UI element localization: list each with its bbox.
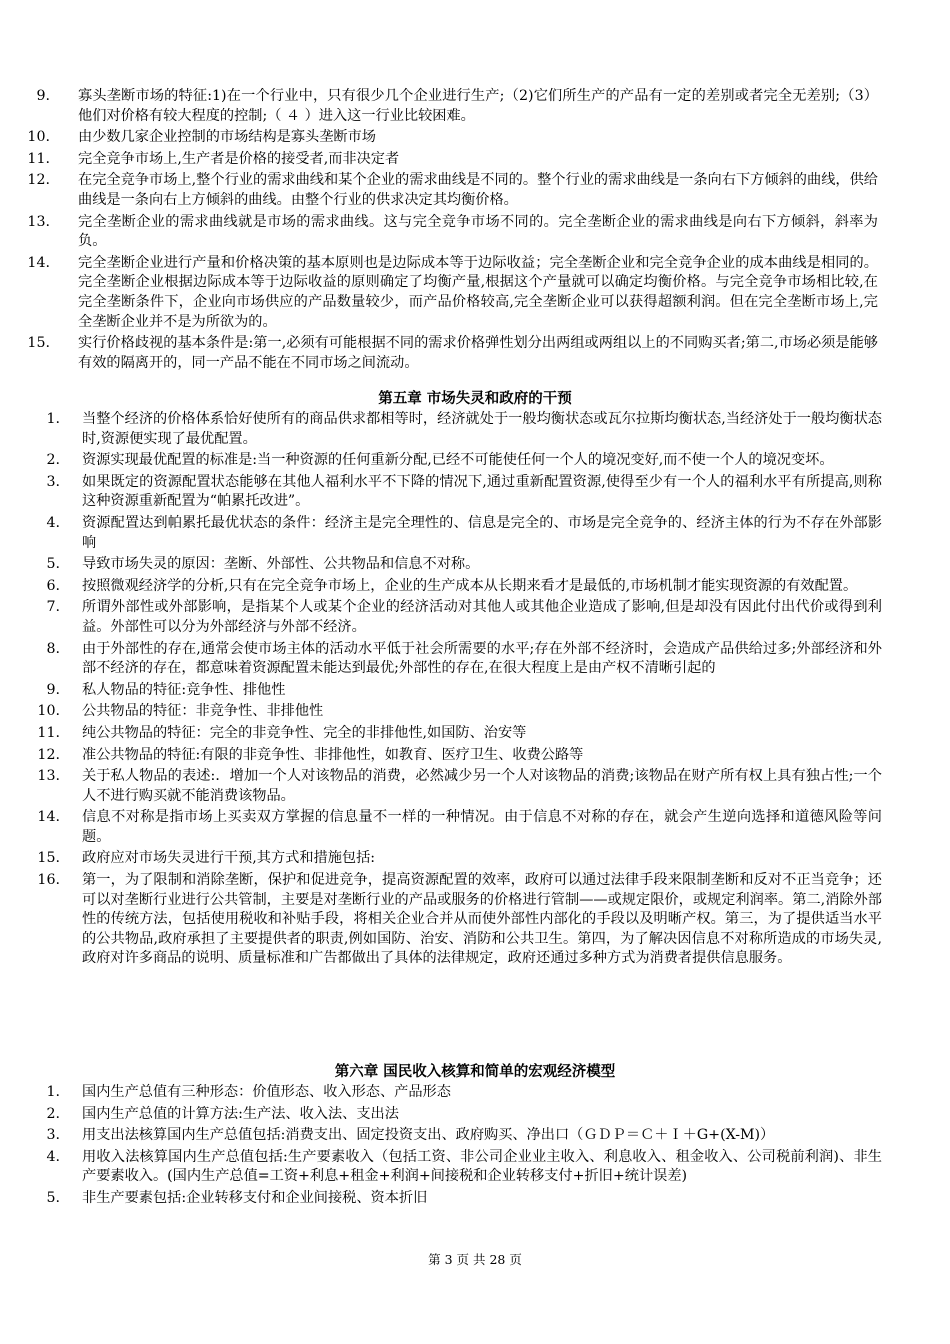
item-text: 第一，为了限制和消除垄断，保护和促进竞争，提高资源配置的效率，政府可以通过法律手段来限制垄断和反对不正当竞争；还可以对垄断行业进行公共管制，主要是对垄断行业的产品或服务的价格进行管制——或规定限价，或规定利润率。第二,消除外部性的传统方法，包括使用税收和补贴手段，将相关企业合并从而使外部性内部化的手段以及明晰产权。第三，为了提供适当水平的公共物品,政府承担了主要提供者的职责,例如国防、治安、消防和公共卫生。第四，为了解决因信息不对称所造成的市场失灵,政府对许多商品的说明、质量标准和广告都做出了具体的法律规定，政府还通过多种方式为消费者提供信息服务。: [82, 872, 882, 967]
list-item: [0, 1105, 950, 1125]
list-item: [0, 254, 950, 332]
list-item: [0, 849, 950, 869]
item-text: 政府应对市场失灵进行干预,其方式和措施包括:: [82, 850, 376, 867]
chapter5-title: 第五章 市场失灵和政府的干预: [378, 390, 572, 407]
item-text: 信息不对称是指市场上买卖双方掌握的信息量不一样的一种情况。由于信息不对称的存在，就会产生逆向选择和道德风险等问题。: [82, 809, 882, 845]
list-item: [0, 1148, 950, 1187]
item-text: 非生产要素包括:企业转移支付和企业间接税、资本折旧: [82, 1189, 428, 1206]
item-number: 8.: [46, 640, 60, 657]
list-item: [0, 514, 950, 553]
item-number: 11.: [27, 150, 50, 167]
item-text: 国内生产总值的计算方法:生产法、收入法、支出法: [82, 1105, 399, 1122]
item-text: 按照微观经济学的分析,只有在完全竞争市场上，企业的生产成本从长期来看才是最低的,市场机制才能实现资源的有效配置。: [82, 577, 858, 594]
list-item: [0, 473, 950, 512]
list-item: [0, 746, 950, 766]
list-item: [0, 767, 950, 806]
item-number: 15.: [27, 335, 50, 352]
item-number: 1.: [46, 411, 60, 427]
item-text: 实行价格歧视的基本条件是:第一,必须有可能根据不同的需求价格弹性划分出两组或两组以上的不同购买者;第二,市场必须是能够有效的隔离开的，同一产品不能在不同市场之间流动。: [78, 335, 878, 371]
item-number: 10.: [27, 129, 50, 146]
item-text: 公共物品的特征：非竞争性、非排他性: [82, 703, 324, 720]
item-number: 13.: [27, 213, 50, 230]
item-text: 资源实现最优配置的标准是:当一种资源的任何重新分配,已经不可能使任何一个人的境况变好,而不使一个人的境况变坏。: [82, 452, 834, 469]
item-text: 当整个经济的价格体系恰好使所有的商品供求都相等时，经济就处于一般均衡状态或瓦尔拉斯均衡状态,当经济处于一般均衡状态时,资源便实现了最优配置。: [82, 411, 882, 447]
item-number: 6.: [46, 577, 60, 594]
item-number: 2.: [46, 1105, 60, 1122]
page-footer: 第 3 页 共 28 页: [428, 1252, 522, 1267]
list-item: [0, 128, 950, 148]
item-number: 1.: [46, 1084, 60, 1100]
list-item: [0, 1083, 950, 1103]
list-item: [0, 171, 950, 210]
list-item: [0, 555, 950, 575]
item-number: 2.: [46, 452, 60, 469]
item-number: 4.: [46, 514, 60, 531]
list-item: [0, 150, 950, 170]
item-number: 7.: [46, 599, 60, 616]
chapter6-title: 第六章 国民收入核算和简单的宏观经济模型: [334, 1063, 616, 1080]
item-number: 14.: [37, 809, 60, 826]
item-number: 3.: [46, 1127, 60, 1144]
item-text: 国内生产总值有三种形态：价值形态、收入形态、产品形态: [82, 1084, 451, 1100]
item-number: 3.: [46, 473, 60, 490]
item-number: 14.: [27, 254, 50, 271]
item-text: 由少数几家企业控制的市场结构是寡头垄断市场: [78, 129, 376, 146]
item-text: 准公共物品的特征:有限的非竞争性、非排他性，如教育、医疗卫生、收费公路等: [82, 746, 584, 763]
item-text: 导致市场失灵的原因：垄断、外部性、公共物品和信息不对称。: [82, 556, 480, 573]
item-text: 完全垄断企业进行产量和价格决策的基本原则也是边际成本等于边际收益；完全垄断企业和完全竞争企业的成本曲线是相同的。完全垄断企业根据边际成本等于边际收益的原则确定了均衡产量,根据这个产量就可以确定均衡价格。与完全竞争市场相比较,在完全垄断条件下，企业向市场供应的产品数量较少，而产品价格较高,完全垄断企业可以获得超额利润。但在完全垄断市场上,完全垄断企业并不是为所欲为的。: [78, 254, 878, 330]
item-number: 9.: [46, 681, 60, 698]
list-item: [0, 1189, 950, 1209]
item-number: 5.: [46, 556, 60, 573]
list-item: [0, 213, 950, 252]
list-item: [0, 871, 950, 969]
list-item: [0, 1126, 950, 1146]
item-number: 5.: [46, 1189, 60, 1206]
item-text: 关于私人物品的表述:．增加一个人对该物品的消费，必然减少另一个人对该物品的消费;该物品在财产所有权上具有独占性;一个人不进行购买就不能消费该物品。: [82, 768, 882, 804]
item-number: 10.: [37, 703, 60, 720]
list-item: [0, 598, 950, 637]
item-number: 16.: [37, 872, 60, 889]
item-number: 13.: [37, 768, 60, 785]
item-number: 9.: [36, 88, 50, 104]
item-text: 私人物品的特征:竞争性、排他性: [82, 681, 286, 698]
item-text: 所谓外部性或外部影响，是指某个人或某个企业的经济活动对其他人或其他企业造成了影响,但是却没有因此付出代价或得到利益。外部性可以分为外部经济与外部不经济。: [82, 599, 882, 635]
item-text: 纯公共物品的特征：完全的非竞争性、完全的非排他性,如国防、治安等: [82, 724, 527, 741]
list-item: [0, 577, 950, 597]
list-item: [0, 702, 950, 722]
item-number: 12.: [37, 746, 60, 763]
item-text: 如果既定的资源配置状态能够在其他人福利水平不下降的情况下,通过重新配置资源,使得至少有一个人的福利水平有所提高,则称这种资源重新配置为“帕累托改进”。: [82, 473, 882, 510]
item-text: 在完全竞争市场上,整个行业的需求曲线和某个企业的需求曲线是不同的。整个行业的需求曲线是一条向右下方倾斜的曲线，供给曲线是一条向右上方倾斜的曲线。由整个行业的供求决定其均衡价格。: [78, 172, 878, 208]
section-prev-list: [0, 87, 950, 373]
item-number: 4.: [46, 1148, 60, 1165]
item-number: 15.: [37, 850, 60, 867]
item-text: 寡头垄断市场的特征:1)在一个行业中，只有很少几个企业进行生产;（2)它们所生产的产品有一定的差别或者完全无差别;（3）他们对价格有较大程度的控制;（ ４ ）进入这一行业比较困难。: [78, 88, 878, 124]
list-item: [0, 640, 950, 679]
list-item: [0, 724, 950, 744]
item-number: 12.: [27, 172, 50, 189]
item-text: 用支出法核算国内生产总值包括:消费支出、固定投资支出、政府购买、净出口（ＧＤＰ＝Ｃ＋Ｉ＋G+(X-M)）: [82, 1127, 775, 1144]
list-item: [0, 410, 950, 449]
list-item: [0, 451, 950, 471]
chapter6-list: [0, 1083, 950, 1209]
chapter5-list: [0, 410, 950, 969]
list-item: [0, 334, 950, 373]
item-text: 用收入法核算国内生产总值包括:生产要素收入（包括工资、非公司企业业主收入、利息收入、租金收入、公司税前利润)、非生产要素收入。(国内生产总值=工资+利息+租金+利润+间接税和企业转移支付+折旧+统计误差): [82, 1148, 882, 1185]
item-text: 由于外部性的存在,通常会使市场主体的活动水平低于社会所需要的水平;存在外部不经济时，会造成产品供给过多;外部经济和外部不经济的存在，都意味着资源配置未能达到最优;外部性的存在,在很大程度上是由产权不清晰引起的: [82, 640, 882, 677]
item-text: 资源配置达到帕累托最优状态的条件：经济主是完全理性的、信息是完全的、市场是完全竞争的、经济主体的行为不存在外部影响: [82, 514, 882, 551]
list-item: [0, 87, 950, 126]
list-item: [0, 681, 950, 701]
item-text: 完全垄断企业的需求曲线就是市场的需求曲线。这与完全竞争市场不同的。完全垄断企业的需求曲线是向右下方倾斜，斜率为负。: [78, 213, 878, 250]
list-item: [0, 808, 950, 847]
item-number: 11.: [37, 724, 60, 741]
item-text: 完全竞争市场上,生产者是价格的接受者,而非决定者: [78, 150, 400, 167]
